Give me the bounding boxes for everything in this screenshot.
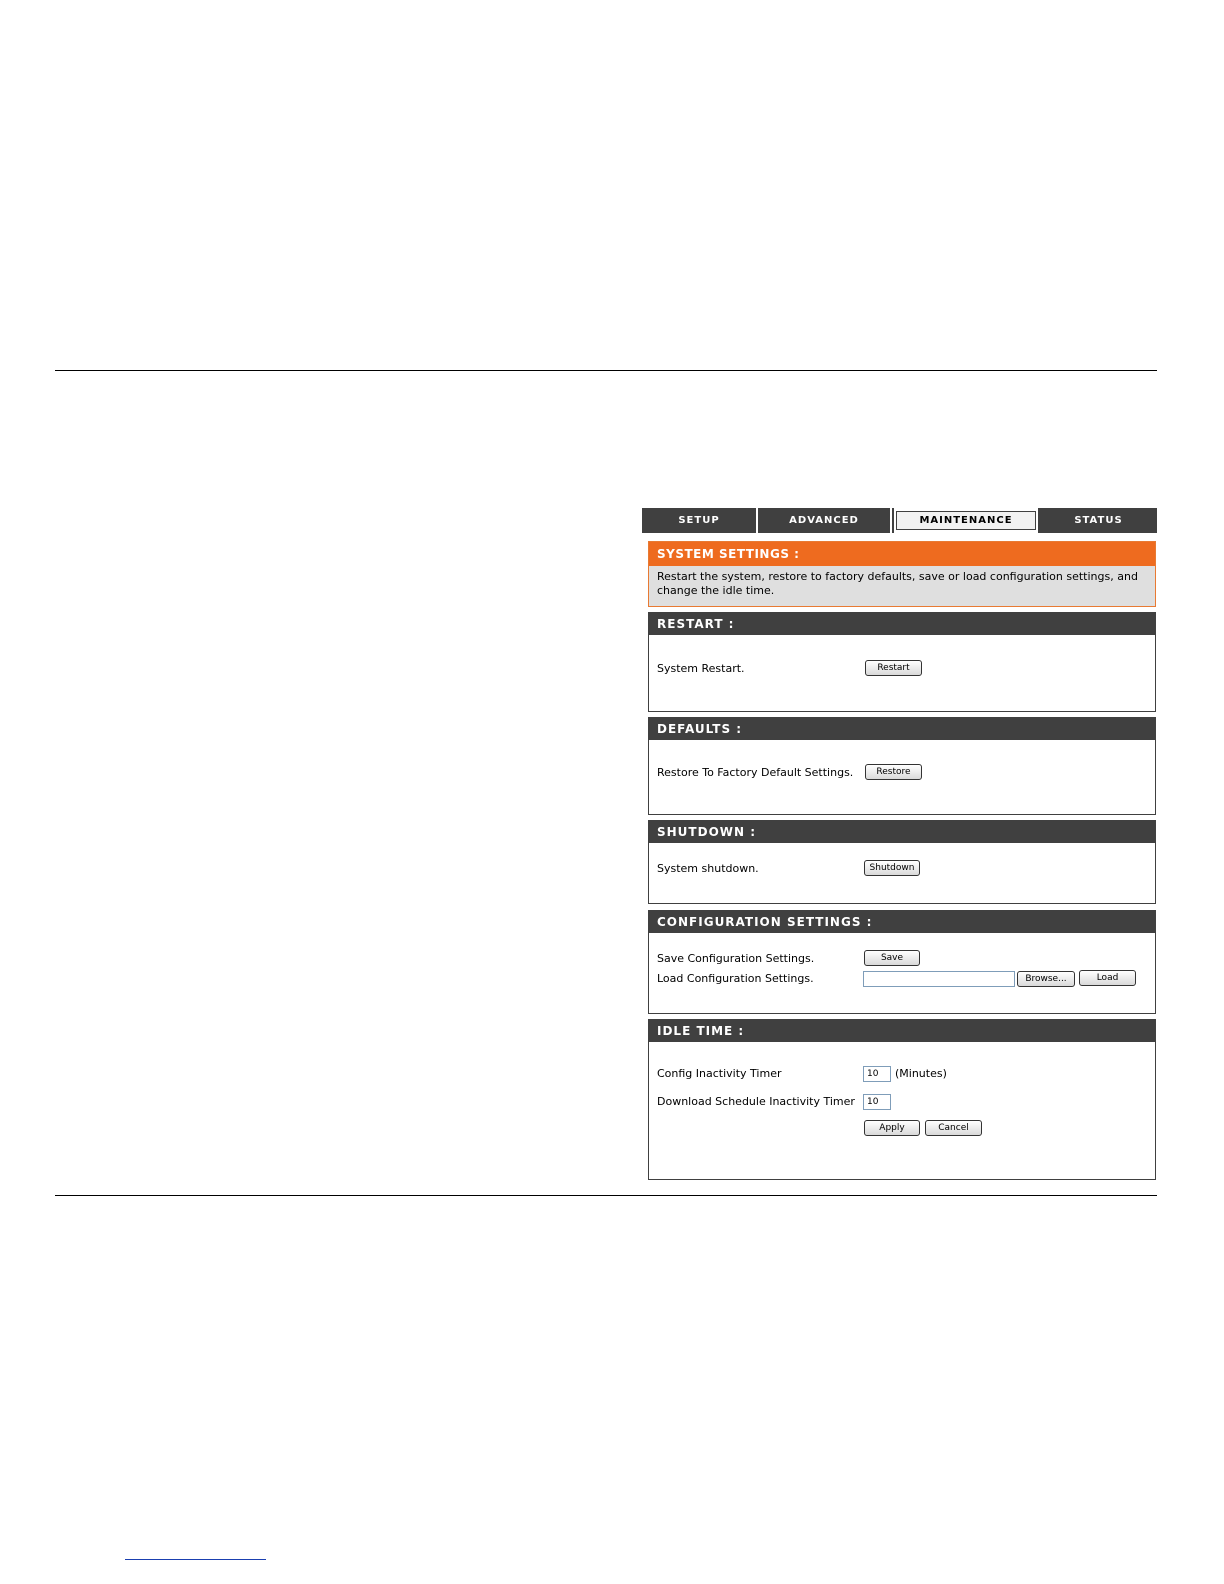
system-settings-title: SYSTEM SETTINGS : <box>649 542 1155 566</box>
cancel-button[interactable]: Cancel <box>925 1120 982 1136</box>
download-inactivity-label: Download Schedule Inactivity Timer <box>657 1095 855 1108</box>
restore-label: Restore To Factory Default Settings. <box>657 766 854 779</box>
save-config-button[interactable]: Save <box>864 950 920 966</box>
shutdown-title: SHUTDOWN : <box>649 821 1155 843</box>
idle-time-panel <box>648 1019 1156 1180</box>
shutdown-button[interactable]: Shutdown <box>864 860 920 876</box>
tab-status-label: STATUS <box>1074 515 1123 526</box>
top-divider <box>55 370 1157 371</box>
tab-advanced-label: ADVANCED <box>789 515 859 526</box>
tab-maintenance[interactable] <box>892 508 1040 533</box>
system-settings-description: Restart the system, restore to factory defaults, save or load configuration settings, and change the idle time. <box>657 570 1138 597</box>
load-config-label: Load Configuration Settings. <box>657 972 814 985</box>
download-inactivity-input[interactable] <box>863 1094 891 1110</box>
restore-button[interactable]: Restore <box>865 764 922 780</box>
defaults-panel <box>648 717 1156 815</box>
idle-time-title: IDLE TIME : <box>649 1020 1155 1042</box>
main-tab-bar <box>642 508 1157 533</box>
save-config-label: Save Configuration Settings. <box>657 952 815 965</box>
shutdown-panel <box>648 820 1156 904</box>
apply-button[interactable]: Apply <box>864 1120 920 1136</box>
config-inactivity-unit: (Minutes) <box>895 1067 947 1080</box>
restart-button[interactable]: Restart <box>865 660 922 676</box>
restart-panel <box>648 612 1156 712</box>
configuration-title: CONFIGURATION SETTINGS : <box>649 911 1155 933</box>
browse-button[interactable]: Browse... <box>1017 971 1075 987</box>
configuration-panel <box>648 910 1156 1014</box>
restart-title: RESTART : <box>649 613 1155 635</box>
tab-status[interactable] <box>1040 508 1157 533</box>
system-settings-panel <box>648 541 1156 607</box>
bottom-divider <box>55 1195 1157 1196</box>
config-inactivity-label: Config Inactivity Timer <box>657 1067 782 1080</box>
tab-setup-label: SETUP <box>678 515 720 526</box>
tab-maintenance-label: MAINTENANCE <box>896 511 1036 530</box>
config-file-input[interactable] <box>863 971 1015 987</box>
shutdown-label: System shutdown. <box>657 862 759 875</box>
config-inactivity-input[interactable] <box>863 1066 891 1082</box>
tab-setup[interactable] <box>642 508 758 533</box>
load-config-button[interactable]: Load <box>1079 970 1136 986</box>
restart-label: System Restart. <box>657 662 745 675</box>
tab-advanced[interactable] <box>758 508 892 533</box>
footer-link-underline[interactable] <box>125 1559 266 1560</box>
defaults-title: DEFAULTS : <box>649 718 1155 740</box>
